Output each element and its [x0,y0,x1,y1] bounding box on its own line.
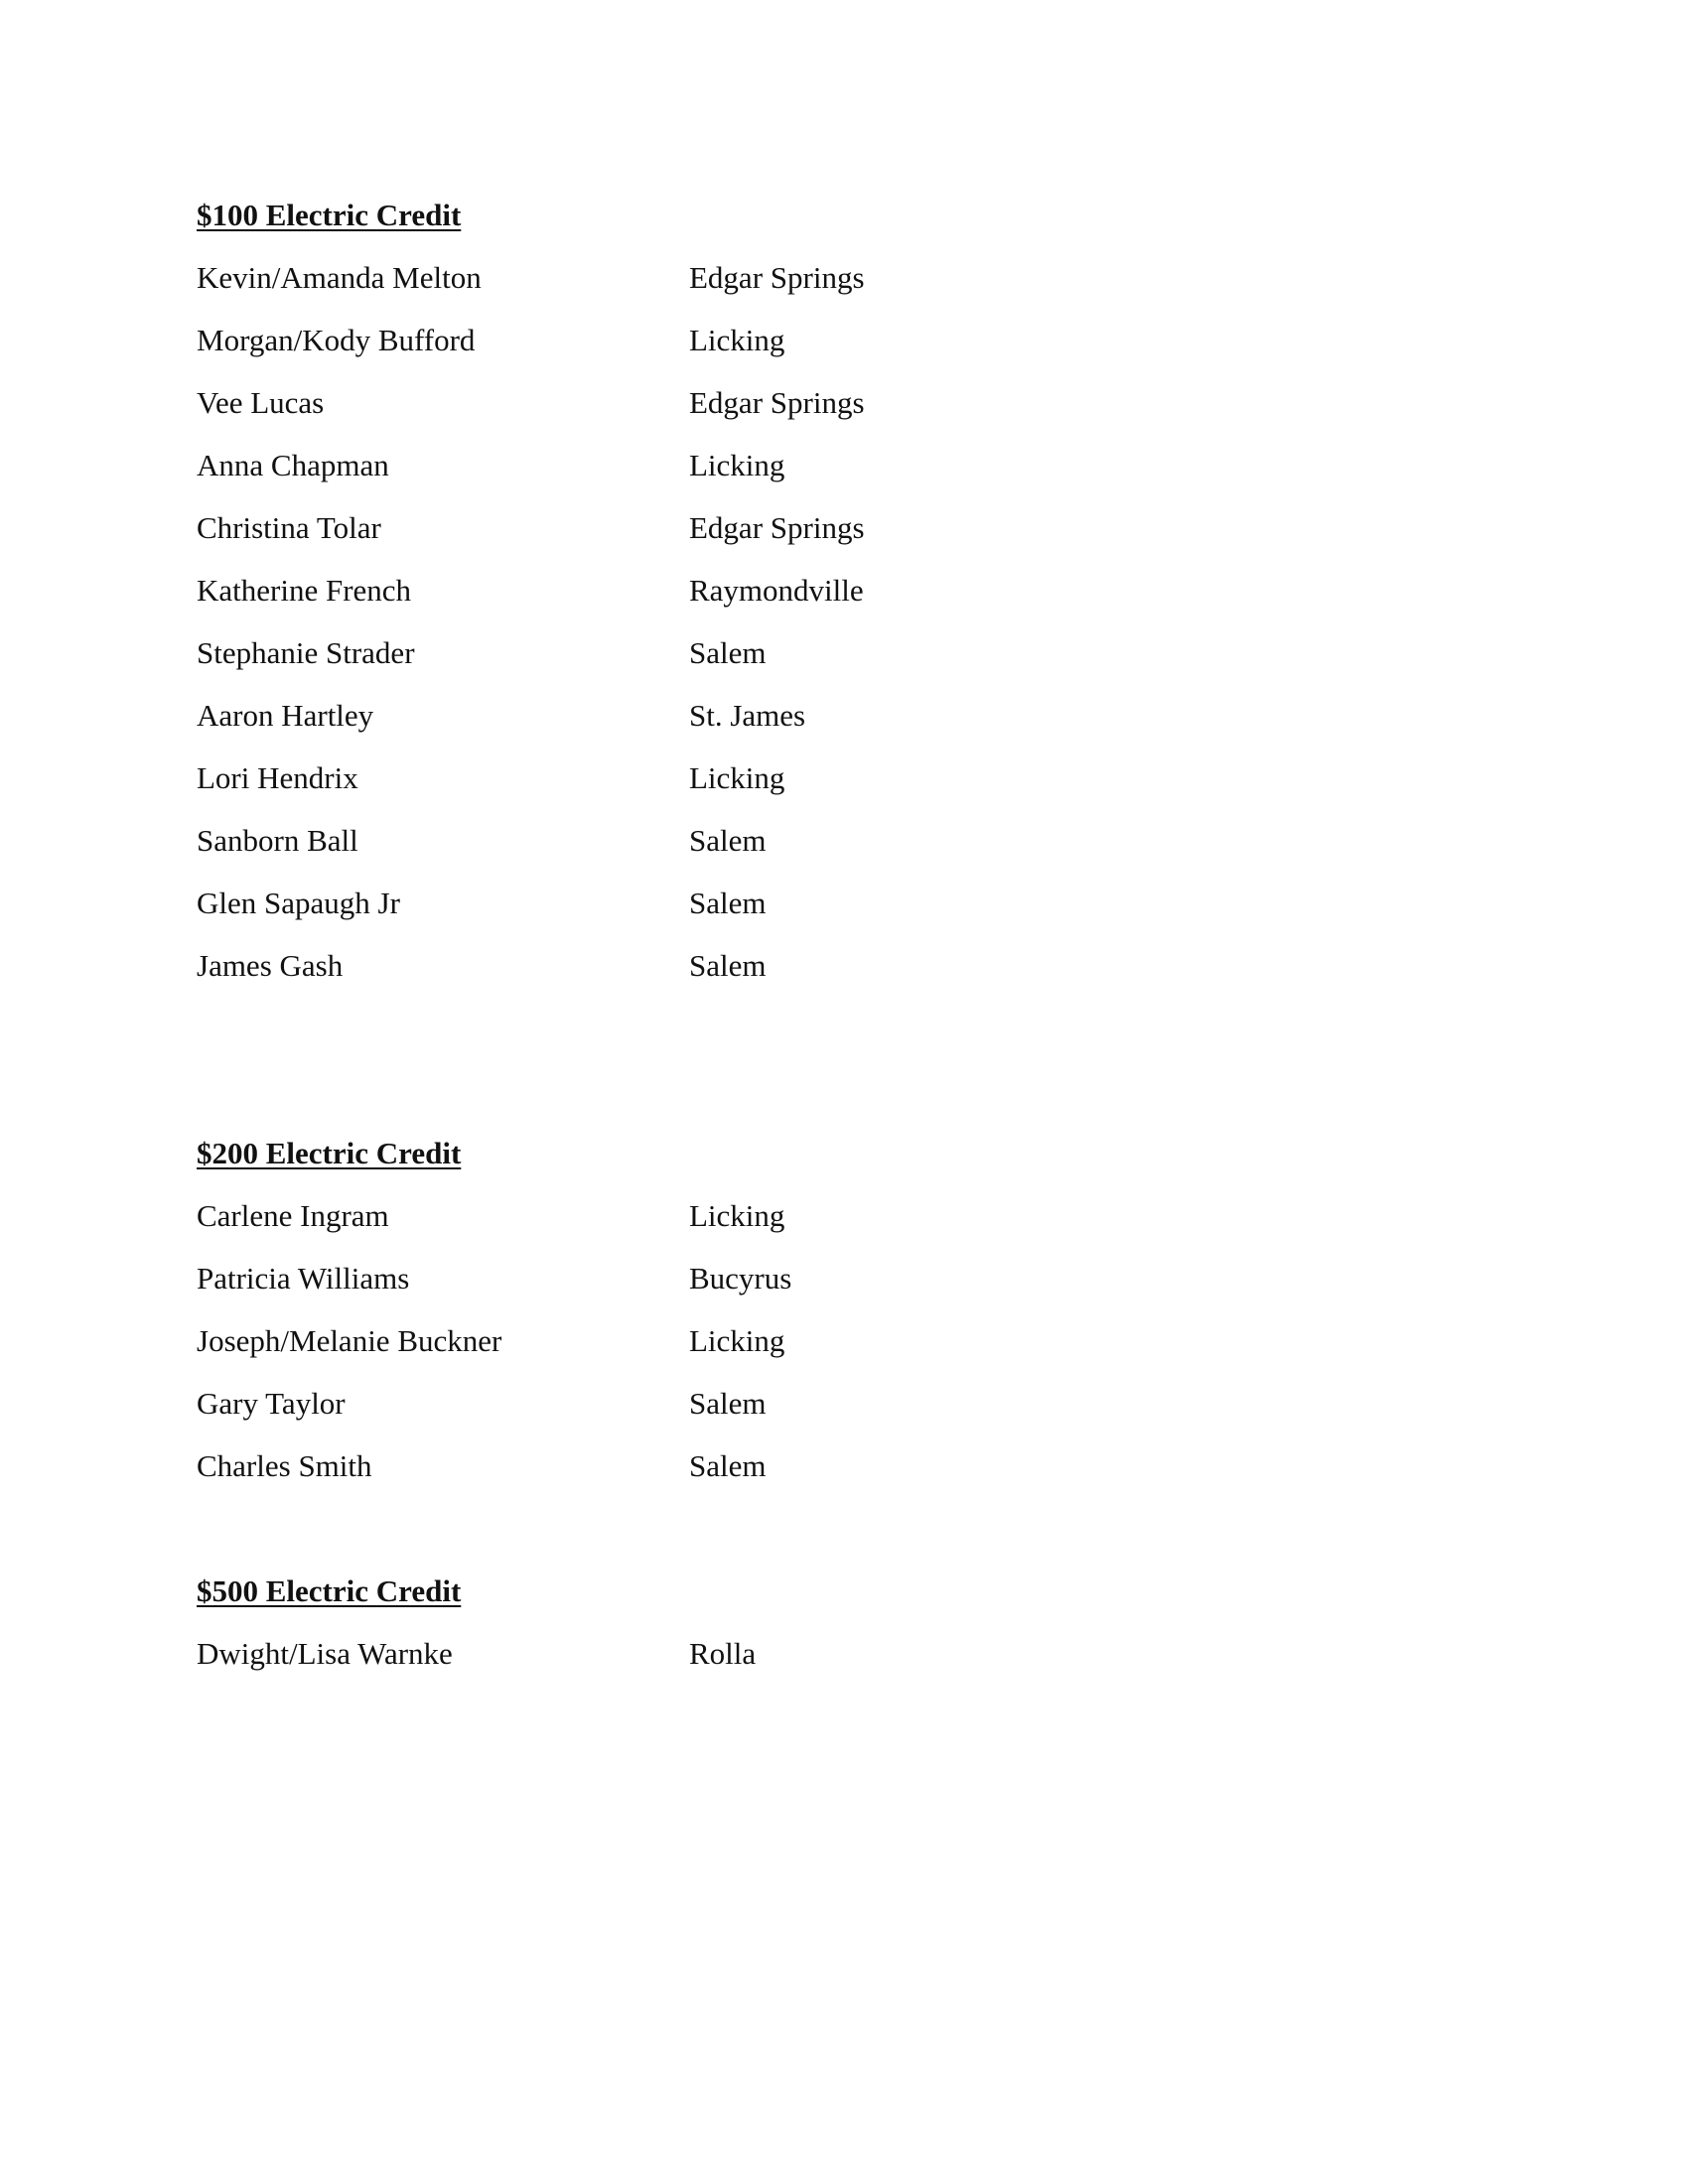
list-item [197,757,1090,820]
recipient-name: Patricia Williams [197,1261,410,1296]
recipient-town: Licking [689,1323,785,1358]
recipient-list [197,1633,1090,1696]
recipient-town: Bucyrus [689,1261,792,1296]
list-item [197,883,1090,945]
recipient-name: Glen Sapaugh Jr [197,886,400,920]
list-item [197,257,1090,320]
section-heading: $500 Electric Credit [197,1573,462,1608]
list-item [197,945,1090,1008]
list-item [197,320,1090,382]
recipient-name: Morgan/Kody Bufford [197,323,476,357]
recipient-name: Stephanie Strader [197,635,415,670]
list-item [197,632,1090,695]
recipient-town: Salem [689,635,767,670]
list-item [197,820,1090,883]
recipient-name: Gary Taylor [197,1386,346,1421]
recipient-town: Salem [689,1386,767,1421]
recipient-town: Salem [689,886,767,920]
list-item [197,1258,1090,1320]
recipient-name: Sanborn Ball [197,823,358,858]
list-item [197,1383,1090,1445]
recipient-name: Carlene Ingram [197,1198,389,1233]
recipient-name: Charles Smith [197,1448,372,1483]
recipient-town: Salem [689,1448,767,1483]
recipient-town: Licking [689,448,785,482]
section-heading: $100 Electric Credit [197,198,462,232]
recipient-town: Edgar Springs [689,260,865,295]
recipient-name: Dwight/Lisa Warnke [197,1636,453,1671]
recipient-town: Raymondville [689,573,864,608]
list-item [197,1445,1090,1508]
recipient-town: Salem [689,948,767,983]
recipient-town: Licking [689,323,785,357]
recipient-list [197,257,1090,1008]
recipient-name: Kevin/Amanda Melton [197,260,482,295]
recipient-town: Licking [689,1198,785,1233]
recipient-name: Joseph/Melanie Buckner [197,1323,502,1358]
recipient-name: Christina Tolar [197,510,381,545]
recipient-town: Salem [689,823,767,858]
recipient-town: Edgar Springs [689,510,865,545]
list-item [197,1633,1090,1696]
recipient-name: Vee Lucas [197,385,325,420]
list-item [197,695,1090,757]
credit-section-200 [197,1133,1090,1508]
list-item [197,1195,1090,1258]
section-heading: $200 Electric Credit [197,1136,462,1170]
list-item [197,382,1090,445]
recipient-town: Licking [689,760,785,795]
recipient-list [197,1195,1090,1508]
recipient-name: James Gash [197,948,344,983]
credit-section-500 [197,1570,1090,1696]
list-item [197,570,1090,632]
list-item [197,1320,1090,1383]
credit-section-100 [197,195,1090,1008]
recipient-name: Lori Hendrix [197,760,358,795]
recipient-name: Katherine French [197,573,412,608]
recipient-town: Edgar Springs [689,385,865,420]
recipient-town: St. James [689,698,806,733]
recipient-town: Rolla [689,1636,757,1671]
recipient-name: Aaron Hartley [197,698,374,733]
recipient-name: Anna Chapman [197,448,389,482]
list-item [197,507,1090,570]
list-item [197,445,1090,507]
